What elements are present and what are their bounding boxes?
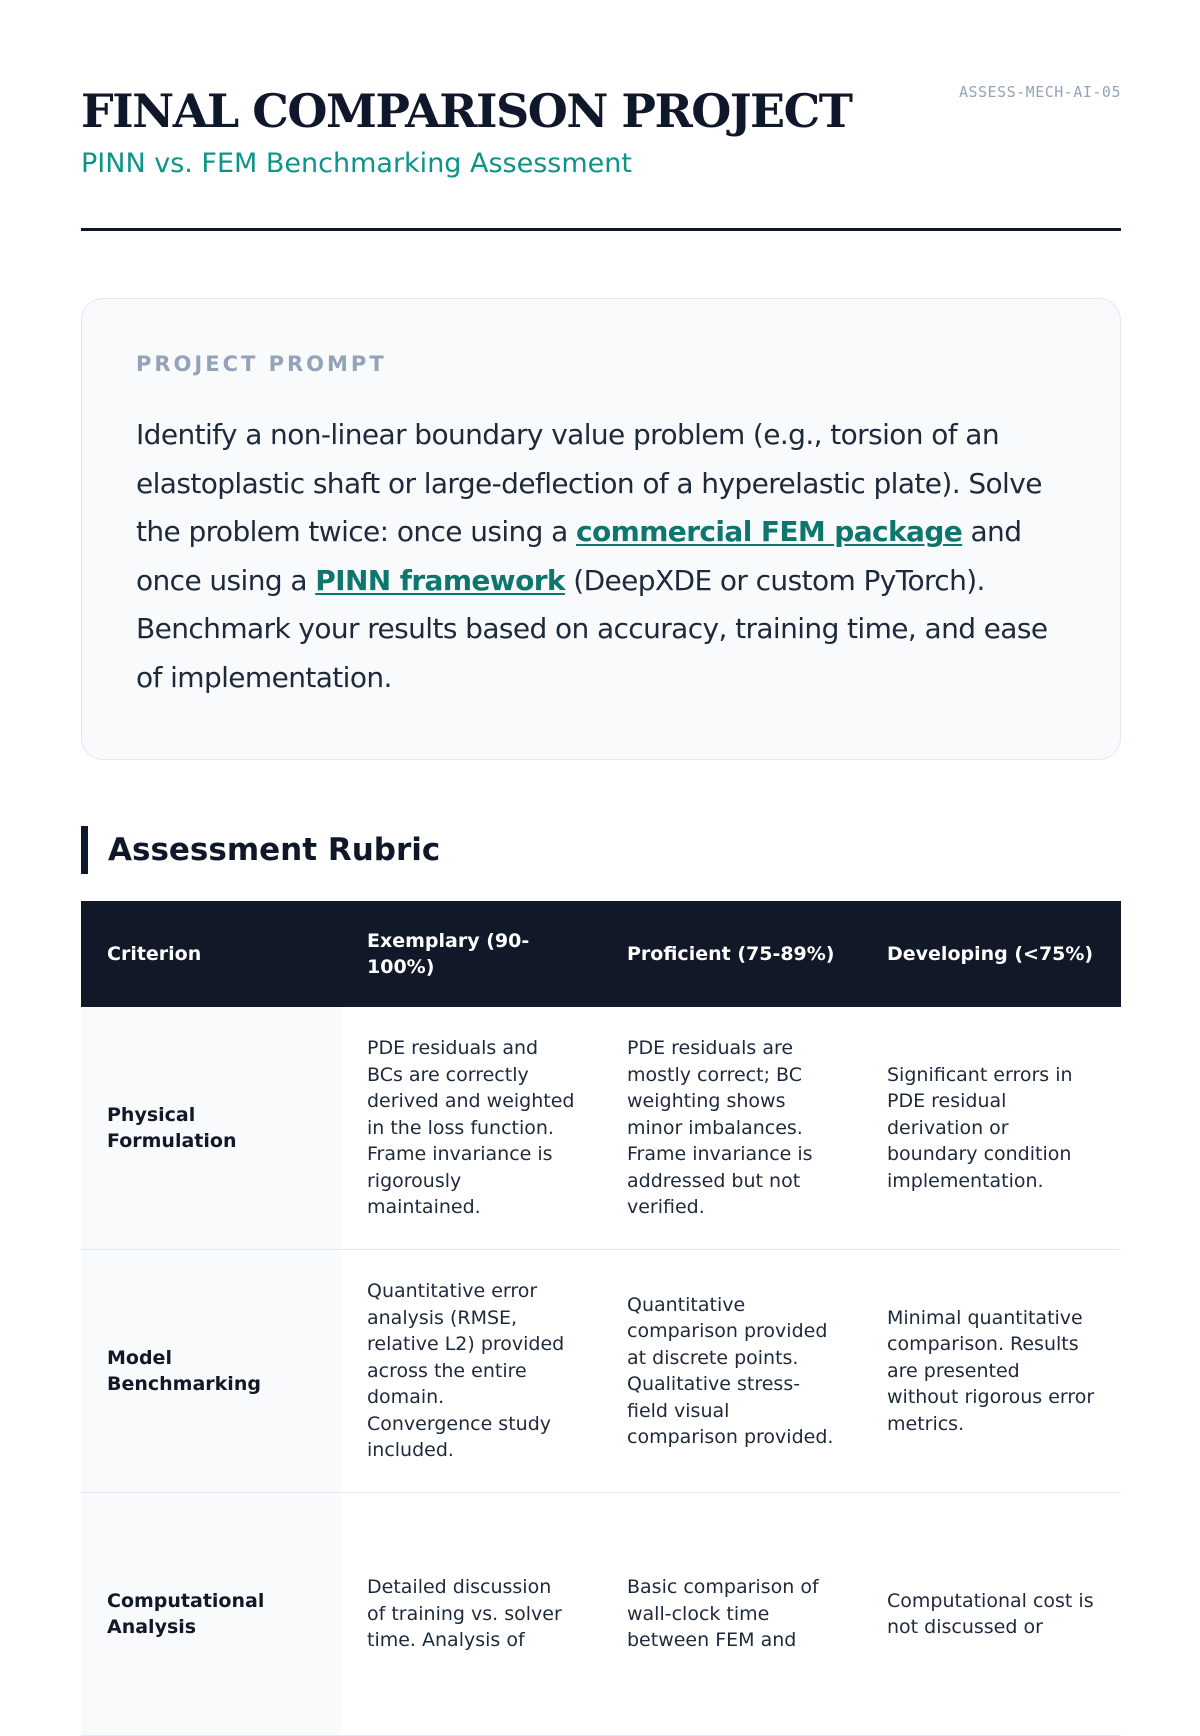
criterion-cell: Computational Analysis xyxy=(81,1493,341,1736)
page-subtitle: PINN vs. FEM Benchmarking Assessment xyxy=(81,148,632,179)
exemplary-cell: Quantitative error analysis (RMSE, relative L2) provided across the entire domain. Convergence study included. xyxy=(341,1250,601,1493)
table-header-row xyxy=(81,901,1121,1007)
table-row xyxy=(81,1007,1121,1250)
proficient-cell: PDE residuals are mostly correct; BC weighting shows minor imbalances. Frame invariance is addressed but not verified. xyxy=(601,1007,861,1250)
criterion-cell: Physical Formulation xyxy=(81,1007,341,1250)
developing-cell: Minimal quantitative comparison. Results are presented without rigorous error metrics. xyxy=(861,1250,1121,1493)
developing-cell: Significant errors in PDE residual derivation or boundary condition implementation. xyxy=(861,1007,1121,1250)
column-header-developing: Developing (<75%) xyxy=(861,901,1121,1007)
column-header-criterion: Criterion xyxy=(81,901,341,1007)
prompt-text-part: Identify a non-linear boundary value problem (e.g., torsion of an elastoplastic shaft or large-deflection of a hyperelastic plate). Solve the problem twice: once using a xyxy=(136,418,1042,548)
project-prompt-card xyxy=(81,298,1121,760)
exemplary-cell: PDE residuals and BCs are correctly derived and weighted in the loss function. Frame invariance is rigorously maintained. xyxy=(341,1007,601,1250)
table-row xyxy=(81,1493,1121,1736)
criterion-cell: Model Benchmarking xyxy=(81,1250,341,1493)
prompt-text-part: (DeepXDE or custom PyTorch). Benchmark your results based on accuracy, training time, and ease of implementation. xyxy=(136,563,1048,694)
prompt-text-part: and once using a xyxy=(136,515,1022,597)
document-id: ASSESS-MECH-AI-05 xyxy=(958,83,1121,101)
column-header-proficient: Proficient (75-89%) xyxy=(601,901,861,1007)
header xyxy=(81,0,1121,231)
page-title: FINAL COMPARISON PROJECT xyxy=(81,84,852,138)
developing-cell: Computational cost is not discussed or xyxy=(861,1493,1121,1736)
rubric-heading: Assessment Rubric xyxy=(81,826,440,874)
pinn-framework-link[interactable]: PINN framework xyxy=(315,563,565,597)
proficient-cell: Quantitative comparison provided at discrete points. Qualitative stress-field visual comparison provided. xyxy=(601,1250,861,1493)
commercial-fem-link[interactable]: commercial FEM package xyxy=(576,515,963,548)
column-header-exemplary: Exemplary (90-100%) xyxy=(341,901,601,1007)
table-row xyxy=(81,1250,1121,1493)
proficient-cell: Basic comparison of wall-clock time between FEM and xyxy=(601,1493,861,1736)
document-page xyxy=(81,0,1121,1652)
prompt-label: PROJECT PROMPT xyxy=(136,352,387,376)
rubric-table xyxy=(81,901,1121,1736)
prompt-text xyxy=(136,411,1071,702)
exemplary-cell: Detailed discussion of training vs. solver time. Analysis of xyxy=(341,1493,601,1736)
